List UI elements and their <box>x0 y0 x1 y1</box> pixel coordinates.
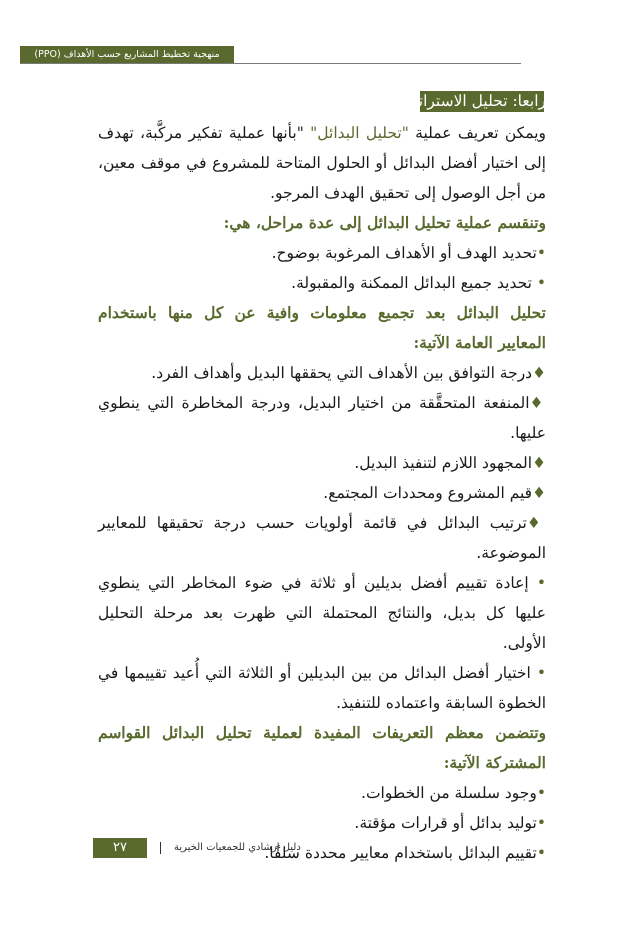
bullet-dot-icon: • <box>536 664 546 682</box>
bullet-diamond-icon: ♦ <box>532 364 546 382</box>
section-title: رابعا: تحليل الاستراتيجيات/ البدائل <box>327 92 546 110</box>
list-item: • تحديد جميع البدائل الممكنة والمقبولة. <box>291 274 546 292</box>
bullet-diamond-icon: ♦ <box>532 484 546 502</box>
bullet-diamond-icon: ♦ <box>529 394 546 412</box>
list-item: ♦قيم المشروع ومحددات المجتمع. <box>323 484 546 502</box>
subheading-stages: وتنقسم عملية تحليل البدائل إلى عدة مراحل، هي: <box>223 213 546 232</box>
list-item: • اختيار أفضل البدائل من بين البديلين أو الثلاثة التي أُعيد تقييمها في الخطوة السابقة واعتماده للتنفيذ. <box>98 664 546 712</box>
subheading-criteria: تحليل البدائل بعد تجميع معلومات وافية عن كل منها باستخدام المعايير العامة الآتية: <box>98 303 546 352</box>
subheading-common: وتتضمن معظم التعريفات المفيدة لعملية تحليل البدائل القواسم المشتركة الآتية: <box>98 723 546 772</box>
bullet-dot-icon: • <box>536 784 546 802</box>
list-item: •وجود سلسلة من الخطوات. <box>361 784 546 802</box>
list-item: •تحديد الهدف أو الأهداف المرغوبة بوضوح. <box>271 244 546 262</box>
bullet-dot-icon: • <box>536 574 546 592</box>
header-rule <box>20 63 521 64</box>
bullet-dot-icon: • <box>536 814 546 832</box>
bullet-dot-icon: • <box>536 844 546 862</box>
footer-divider <box>160 842 161 854</box>
body-text <box>98 118 546 868</box>
list-item: •توليد بدائل أو قرارات مؤقتة. <box>354 814 546 832</box>
list-item: ♦المنفعة المتحقَّقة من اختيار البديل، ودرجة المخاطرة التي ينطوي عليها. <box>98 394 546 442</box>
page-number: ٢٧ <box>93 838 147 858</box>
bullet-diamond-icon: ♦ <box>532 454 546 472</box>
intro-paragraph: ويمكن تعريف عملية "تحليل البدائل" "بأنها عملية تفكير مركَّبة، تهدف إلى اختيار أفضل البدائل أو الحلول المتاحة للمشروع في موقف معين، من أجل الوصول إلى تحقيق الهدف المرجو. <box>98 124 546 202</box>
list-item: •تقييم البدائل باستخدام معايير محددة سلفًا. <box>264 844 546 862</box>
list-item: • إعادة تقييم أفضل بديلين أو ثلاثة في ضوء المخاطر التي ينطوي عليها كل بديل، والنتائج المحتملة التي ظهرت بعد مرحلة التحليل الأولى. <box>98 574 546 652</box>
running-header: منهجية تخطيط المشاريع حسب الأهداف (PPO) <box>20 46 234 63</box>
bullet-dot-icon: • <box>536 244 546 262</box>
list-item: ♦ترتيب البدائل في قائمة أولويات حسب درجة تحقيقها للمعايير الموضوعة. <box>98 514 546 562</box>
list-item: ♦المجهود اللازم لتنفيذ البديل. <box>354 454 546 472</box>
bullet-dot-icon: • <box>536 274 546 292</box>
intro-emphasis: "تحليل البدائل" <box>310 124 409 142</box>
list-item: ♦درجة التوافق بين الأهداف التي يحققها البديل وأهداف الفرد. <box>151 364 546 382</box>
bullet-diamond-icon: ♦ <box>526 514 546 532</box>
footer-book-title: دليل إرشادي للجمعيات الخيرية <box>174 842 301 853</box>
